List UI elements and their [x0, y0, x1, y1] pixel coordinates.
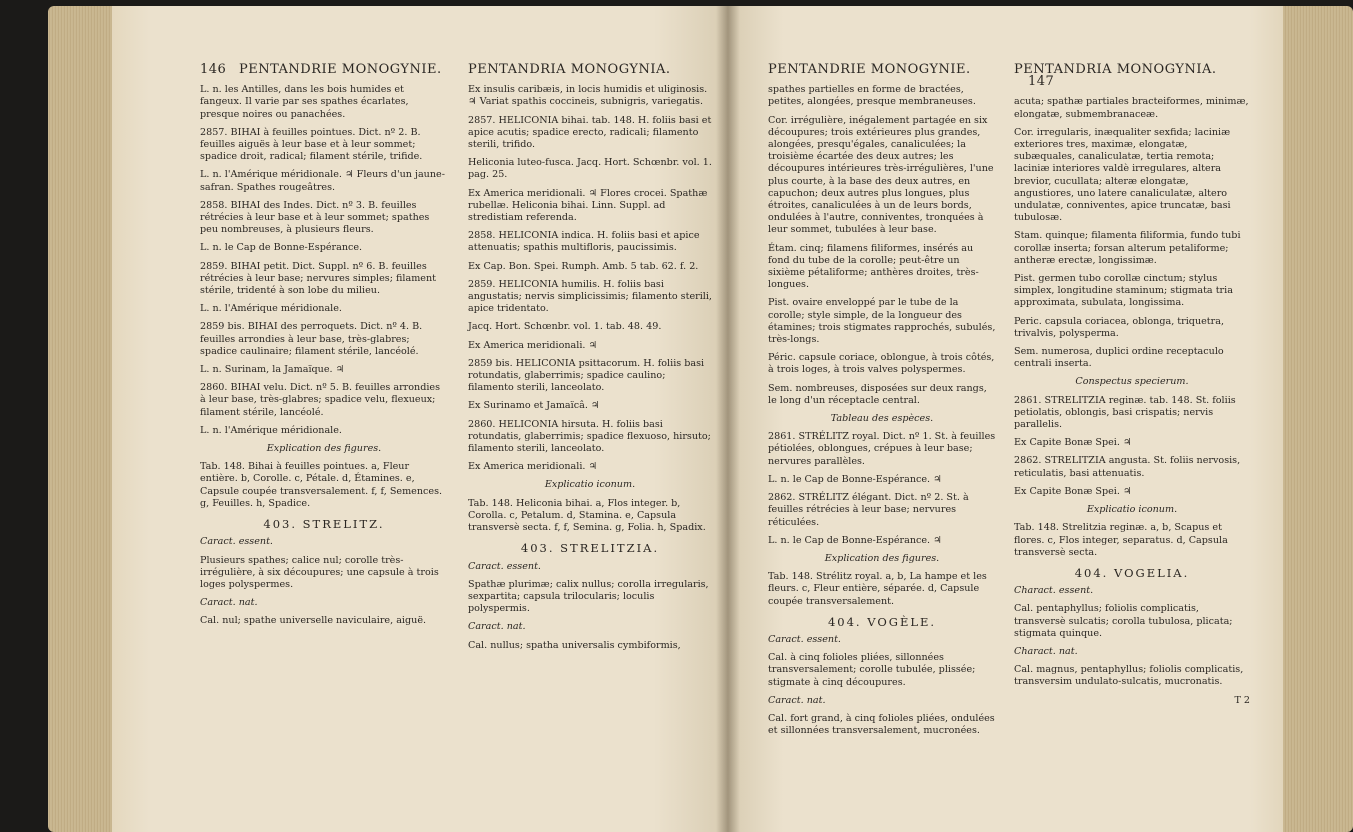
paragraph: Cal. pentaphyllus; foliolis complicatis, transversè sulcatis; corolla tubulosa, plicata; stigmata quinque.	[1014, 603, 1233, 639]
paragraph: Sem. numerosa, duplici ordine receptaculo centrali inserta.	[1014, 346, 1224, 370]
paragraph: Cor. irrégulière, inégalement partagée en six découpures; trois extérieures plus grandes, alongées, presqu'égales, canaliculées; la troisième écartée des deux autres; les découpures intérieures très-irrégulières, l'une plus courte, à la base des deux autres, en capuchon; deux autres plus longues, plus étroites, canaliculées à un de leurs bords, ondulées à l'autre, conniventes, tronquées à leur sommet, tubulées à leur base.	[768, 114, 994, 236]
paragraph: L. n. le Cap de Bonne-Espérance. ♃	[768, 473, 942, 485]
species-entry: 2859 bis. BIHAI des perroquets. Dict. nº 4. B. feuilles arrondies à leur base, très-glabres; spadice caulinaire; filament stérile, lancéolé.	[200, 321, 423, 357]
conspectus-heading: Conspectus specierum.	[1075, 376, 1189, 388]
paragraph: Cal. fort grand, à cinq folioles pliées, ondulées et sillonnées transversalement, mucronées.	[768, 712, 995, 737]
figure-explanation: Tab. 148. Strelitzia reginæ. a, b, Scapus et flores. c, Flos integer, separatus. d, Capsula transversè secta.	[1014, 522, 1228, 558]
table-heading: Tableau des espèces.	[830, 413, 934, 425]
species-entry: 2859 bis. HELICONIA psittacorum. H. foliis basi rotundatis, glaberrimis; spadice caulino; filamento sterili, lanceolato.	[468, 357, 705, 394]
running-header	[200, 64, 448, 76]
paragraph: L. n. le Cap de Bonne-Espérance.	[200, 242, 363, 254]
paragraph: Étam. cinq; filamens filiformes, insérés au fond du tube de la corolle; peut-être un sixième pétaliforme; anthères droites, très-longues.	[768, 242, 979, 291]
explanation-heading: Explicatio iconum.	[544, 479, 636, 491]
character-label: Caract. essent.	[768, 633, 841, 645]
paragraph: spathes partielles en forme de bractées, petites, alongées, presque membraneuses.	[768, 84, 976, 108]
open-book	[48, 6, 1353, 832]
section-heading: 404. VOGÈLE.	[827, 614, 937, 629]
page-number: 146	[200, 62, 227, 77]
paragraph: Plusieurs spathes; calice nul; corolle très-irrégulière, à six découpures; une capsule à trois loges polyspermes.	[200, 554, 439, 590]
species-entry: 2861. STRÉLITZ royal. Dict. nº 1. St. à feuilles pétiolées, oblongues, crépues à leur base; nervures parallèles.	[768, 431, 996, 467]
left-page-french-column	[200, 64, 448, 634]
paragraph: Cal. nul; spathe universelle naviculaire, aiguë.	[200, 615, 427, 627]
paragraph: acuta; spathæ partiales bracteiformes, minimæ, elongatæ, submembranaceæ.	[1014, 96, 1249, 120]
running-header	[468, 64, 712, 76]
paragraph: Heliconia luteo-fusca. Jacq. Hort. Schœnbr. vol. 1. pag. 25.	[468, 157, 712, 181]
paragraph: Péric. capsule coriace, oblongue, à trois côtés, à trois loges, à trois valves polyspermes.	[768, 352, 995, 376]
species-entry: 2861. STRELITZIA reginæ. tab. 148. St. foliis petiolatis, oblongis, basi crispatis; nervis parallelis.	[1014, 394, 1236, 431]
character-label: Caract. essent.	[468, 560, 541, 572]
paragraph: Spathæ plurimæ; calix nullus; corolla irregularis, sexpartita; capsula trilocularis; loculis polyspermis.	[468, 578, 709, 615]
figure-explanation: Tab. 148. Heliconia bihai. a, Flos integer. b, Corolla. c, Petalum. d, Stamina. e, Capsula transversè secta. f, f, Semina. g, Folia. h, Spadix.	[468, 497, 706, 534]
species-entry: 2860. HELICONIA hirsuta. H. foliis basi rotundatis, glaberrimis; spadice flexuoso, hirsuto; filamento sterili, lanceolato.	[468, 418, 711, 455]
left-page	[112, 6, 728, 832]
right-page	[728, 6, 1283, 832]
header-title: PENTANDRIA MONOGYNIA.	[468, 62, 671, 77]
figure-explanation: Tab. 148. Strélitz royal. a, b, La hampe et les fleurs. c, Fleur entière, séparée. d, Capsule coupée transversalement.	[768, 571, 987, 607]
species-entry: 2860. BIHAI velu. Dict. nº 5. B. feuilles arrondies à leur base, très-glabres; spadice velu, flexueux; filament stérile, lancéolé.	[200, 382, 441, 418]
header-title: PENTANDRIE MONOGYNIE.	[238, 62, 442, 77]
section-heading: 403. STRELITZ.	[263, 517, 385, 532]
explanation-heading: Explication des figures.	[824, 552, 940, 564]
paragraph: Pist. ovaire enveloppé par le tube de la corolle; style simple, de la longueur des étamines; trois stigmates rapprochés, subulés, très-longs.	[768, 297, 996, 346]
paragraph: Sem. nombreuses, disposées sur deux rangs, le long d'un réceptacle central.	[768, 382, 987, 406]
paragraph: L. n. l'Amérique méridionale. ♃ Fleurs d'un jaune-safran. Spathes rougeâtres.	[200, 169, 445, 193]
species-entry: 2857. HELICONIA bihai. tab. 148. H. foliis basi et apice acutis; spadice erecto, radicali; filamento sterili, trifido.	[468, 114, 712, 151]
character-label: Caract. nat.	[768, 694, 826, 706]
paragraph: Pist. germen tubo corollæ cinctum; stylus simplex, longitudine staminum; stigmata tria approximata, subulata, longissima.	[1014, 273, 1233, 309]
running-header	[768, 64, 996, 76]
left-page-edges	[48, 6, 116, 832]
paragraph: L. n. le Cap de Bonne-Espérance. ♃	[768, 534, 942, 546]
explanation-heading: Explicatio iconum.	[1086, 504, 1178, 516]
paragraph: Ex America meridionali. ♃ Flores crocei. Spathæ rubellæ. Heliconia bihai. Linn. Suppl. ad stredistiam referenda.	[468, 187, 708, 224]
character-label: Charact. nat.	[1014, 645, 1078, 657]
paragraph: Ex Capite Bonæ Spei. ♃	[1014, 485, 1132, 497]
header-title: PENTANDRIA MONOGYNIA.	[1014, 62, 1217, 77]
left-page-latin-column	[468, 64, 712, 658]
species-entry: 2858. BIHAI des Indes. Dict. nº 3. B. feuilles rétrécies à leur base et à leur sommet; spathes peu nombreuses, à plusieurs fleurs.	[200, 199, 430, 236]
paragraph: Ex America meridionali. ♃	[468, 339, 598, 351]
figure-explanation: Tab. 148. Bihai à feuilles pointues. a, Fleur entière. b, Corolle. c, Pétale. d, Étamines. e, Capsule coupée transversalement. f, f, Semences. g, Feuilles. h, Spadice.	[200, 461, 443, 509]
paragraph: Ex insulis caribæis, in locis humidis et uliginosis. ♃ Variat spathis coccineis, subnigris, variegatis.	[468, 84, 708, 108]
character-label: Charact. essent.	[1014, 585, 1094, 597]
species-entry: 2858. HELICONIA indica. H. foliis basi et apice attenuatis; spathis multifloris, paucissimis.	[468, 230, 700, 254]
running-header	[1014, 64, 1250, 88]
paragraph: Stam. quinque; filamenta filiformia, fundo tubi corollæ inserta; forsan alterum petaliforme; antheræ erectæ, longissimæ.	[1014, 230, 1241, 266]
paragraph: Cal. à cinq folioles pliées, sillonnées transversalement; corolle tubulée, plissée; stigmate à cinq découpures.	[768, 652, 976, 688]
paragraph: Ex Surinamo et Jamaïcâ. ♃	[468, 400, 600, 412]
paragraph: Peric. capsula coriacea, oblonga, triquetra, trivalvis, polysperma.	[1014, 315, 1225, 339]
right-page-edges	[1281, 6, 1353, 832]
character-label: Caract. essent.	[200, 536, 273, 548]
section-heading: 403. STRELITZIA.	[520, 541, 660, 556]
explanation-heading: Explication des figures.	[266, 443, 382, 455]
paragraph: L. n. les Antilles, dans les bois humides et fangeux. Il varie par ses spathes écarlates, presque noires ou panachées.	[200, 84, 409, 120]
species-entry: 2862. STRÉLITZ élégant. Dict. nº 2. St. à feuilles rétrécies à leur base; nervures réticulées.	[768, 492, 969, 528]
paragraph: Jacq. Hort. Schœnbr. vol. 1. tab. 48. 49.	[468, 321, 662, 333]
species-entry: 2859. BIHAI petit. Dict. Suppl. nº 6. B. feuilles rétrécies à leur base; nervures simples; filament stérile, tridenté à son lobe du milieu.	[200, 260, 437, 297]
paragraph: Ex Cap. Bon. Spei. Rumph. Amb. 5 tab. 62. f. 2.	[468, 260, 699, 272]
right-page-french-column	[768, 64, 996, 743]
signature-mark: T 2	[1234, 694, 1250, 706]
paragraph: L. n. l'Amérique méridionale.	[200, 424, 342, 436]
right-page-latin-column	[1014, 64, 1250, 707]
paragraph: L. n. Surinam, la Jamaïque. ♃	[200, 364, 345, 376]
paragraph: Ex America meridionali. ♃	[468, 461, 598, 473]
page-number: 147	[1028, 74, 1055, 90]
paragraph: Cor. irregularis, inæqualiter sexfida; laciniæ exteriores tres, maximæ, elongatæ, subæquales, canaliculatæ, tertia remota; laciniæ interiores valdè irregulares, altera brevior, cucullata; alteræ elongatæ, angustiores, uno latere canaliculatæ, altero undulatæ, conniventes, apice truncatæ, basi tubulosæ.	[1014, 126, 1231, 224]
header-title: PENTANDRIE MONOGYNIE.	[768, 62, 971, 77]
character-label: Caract. nat.	[468, 621, 526, 633]
species-entry: 2862. STRELITZIA angusta. St. foliis nervosis, reticulatis, basi attenuatis.	[1014, 455, 1241, 479]
paragraph: Cal. magnus, pentaphyllus; foliolis complicatis, transversim undulato-sulcatis, mucronatis.	[1014, 664, 1244, 688]
species-entry: 2859. HELICONIA humilis. H. foliis basi angustatis; nervis simplicissimis; filamento sterili, apice tridentato.	[468, 278, 712, 315]
paragraph: Ex Capite Bonæ Spei. ♃	[1014, 437, 1132, 449]
section-heading: 404. VOGELIA.	[1074, 565, 1190, 580]
book-gutter	[716, 6, 740, 832]
species-entry: 2857. BIHAI à feuilles pointues. Dict. nº 2. B. feuilles aiguës à leur base et à leur sommet; spadice droit, radical; filament stérile, trifide.	[200, 126, 423, 163]
paragraph: L. n. l'Amérique méridionale.	[200, 303, 342, 315]
paragraph: Cal. nullus; spatha universalis cymbiformis,	[468, 639, 681, 651]
character-label: Caract. nat.	[200, 597, 258, 609]
